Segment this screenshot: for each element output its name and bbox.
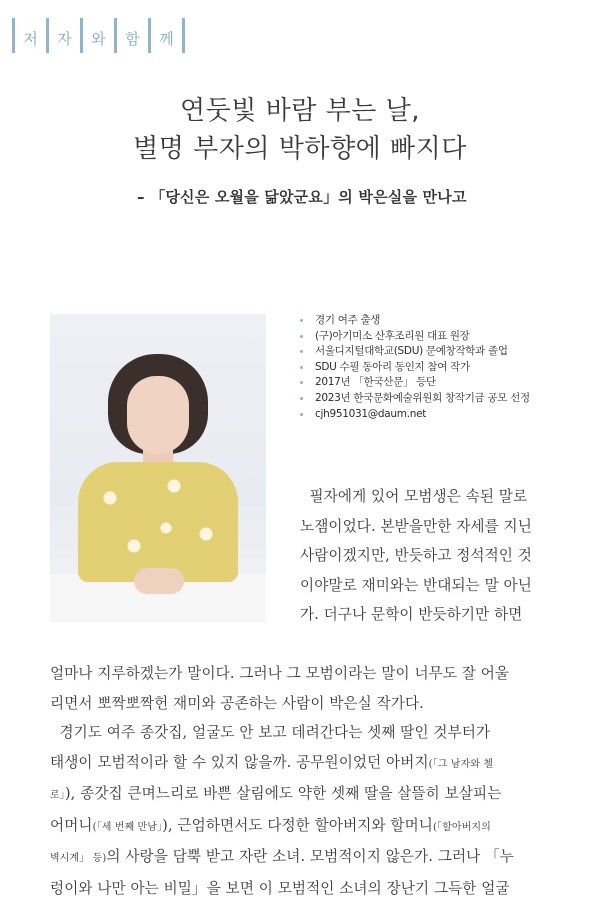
article-title xyxy=(0,92,600,168)
body-text-span: 경기도 여주 종갓집, 얼굴도 안 보고 데려간다는 셋째 딸인 것부터가 xyxy=(50,724,491,741)
title-line-2: 별명 부자의 박하향에 빠지다 xyxy=(133,134,467,164)
bullet-icon xyxy=(300,350,303,353)
citation-text: (「그 남자와 첼 xyxy=(428,758,494,770)
body-text-span: 얼마나 지루하겠는가 말이다. 그러나 그 모범이라는 말이 너무도 잘 어울 xyxy=(50,665,510,682)
section-header-char: 자 xyxy=(57,29,72,48)
body-text-span: 의 사랑을 담뿍 받고 자란 소녀. 모범적이지 않은가. 그러나 「누 xyxy=(106,848,514,865)
bullet-icon xyxy=(300,335,303,338)
body-full-width xyxy=(50,659,590,902)
citation-text: (「할아버지의 xyxy=(433,821,491,833)
bullet-icon xyxy=(300,381,303,384)
photo-face xyxy=(127,376,189,454)
title-line-1: 연둣빛 바람 부는 날, xyxy=(180,96,420,126)
section-header-char: 와 xyxy=(91,29,106,48)
body-line xyxy=(50,748,590,780)
body-line: 노잼이었다. 본받을만한 자세를 지닌 xyxy=(300,517,532,535)
body-text-span: 렁이와 나만 아는 비밀」을 보면 이 모범적인 소녀의 장난기 그득한 얼굴 xyxy=(50,879,510,897)
body-line: 이야말로 재미와는 반대되는 말 아닌 xyxy=(300,576,532,594)
bio-item: 2017년 「한국산문」 등단 xyxy=(300,375,530,391)
divider-bar xyxy=(182,18,185,53)
article-subtitle: – 「당신은 오월을 닮았군요」의 박은실을 만나고 xyxy=(137,188,467,206)
body-line xyxy=(50,874,590,902)
body-line: 사람이겠지만, 반듯하고 정석적인 것 xyxy=(300,547,532,564)
photo-hands xyxy=(134,568,184,594)
bio-item: 경기 여주 출생 xyxy=(300,313,530,329)
author-bio-list xyxy=(300,313,530,422)
section-header xyxy=(12,18,185,53)
body-line: 가. 더구나 문학이 반듯하기만 하면 xyxy=(300,606,523,623)
citation-text: (「세 번째 만남」 xyxy=(92,821,163,833)
author-photo xyxy=(50,314,266,622)
body-line xyxy=(50,689,590,719)
bullet-icon xyxy=(300,397,303,400)
bio-item: (구)아기미소 산후조리원 대표 원장 xyxy=(300,329,530,345)
citation-text: 로」 xyxy=(50,790,65,801)
body-text-span: 어머니 xyxy=(50,816,93,834)
body-line xyxy=(50,659,590,689)
section-header-char: 께 xyxy=(159,29,174,48)
section-header-char: 저 xyxy=(23,29,38,48)
body-text-span: ), 종갓집 큰며느리로 바쁜 살림에도 약한 셋째 딸을 살뜰히 보살피는 xyxy=(64,785,502,802)
bullet-icon xyxy=(300,319,303,322)
body-text-span: 리면서 뽀짝뽀짝헌 재미와 공존하는 사람이 박은실 작가다. xyxy=(50,694,424,712)
body-line xyxy=(50,718,590,748)
body-line: 필자에게 있어 모범생은 속된 말로 xyxy=(300,488,528,505)
bullet-icon xyxy=(300,366,303,369)
bio-item: 서울디지털대학교(SDU) 문예창작학과 졸업 xyxy=(300,344,530,360)
bio-email: cjh951031@daum.net xyxy=(300,407,530,423)
bio-item: SDU 수필 동아리 동인지 참여 작가 xyxy=(300,360,530,376)
bio-item: 2023년 한국문화예술위원회 창작기금 공모 선정 xyxy=(300,391,530,407)
body-text-span: 태생이 모범적이라 할 수 있지 않을까. 공무원이었던 아버지 xyxy=(50,753,429,771)
bullet-icon xyxy=(300,413,303,416)
photo-shirt xyxy=(78,462,238,582)
section-header-char: 함 xyxy=(125,29,140,48)
body-line xyxy=(50,779,590,811)
body-line xyxy=(50,811,590,843)
body-right-column xyxy=(300,482,590,630)
body-text-span: ), 근엄하면서도 다정한 할아버지와 할머니 xyxy=(162,816,434,834)
citation-text: 벽시계」 등) xyxy=(50,853,107,864)
body-line xyxy=(50,842,590,874)
